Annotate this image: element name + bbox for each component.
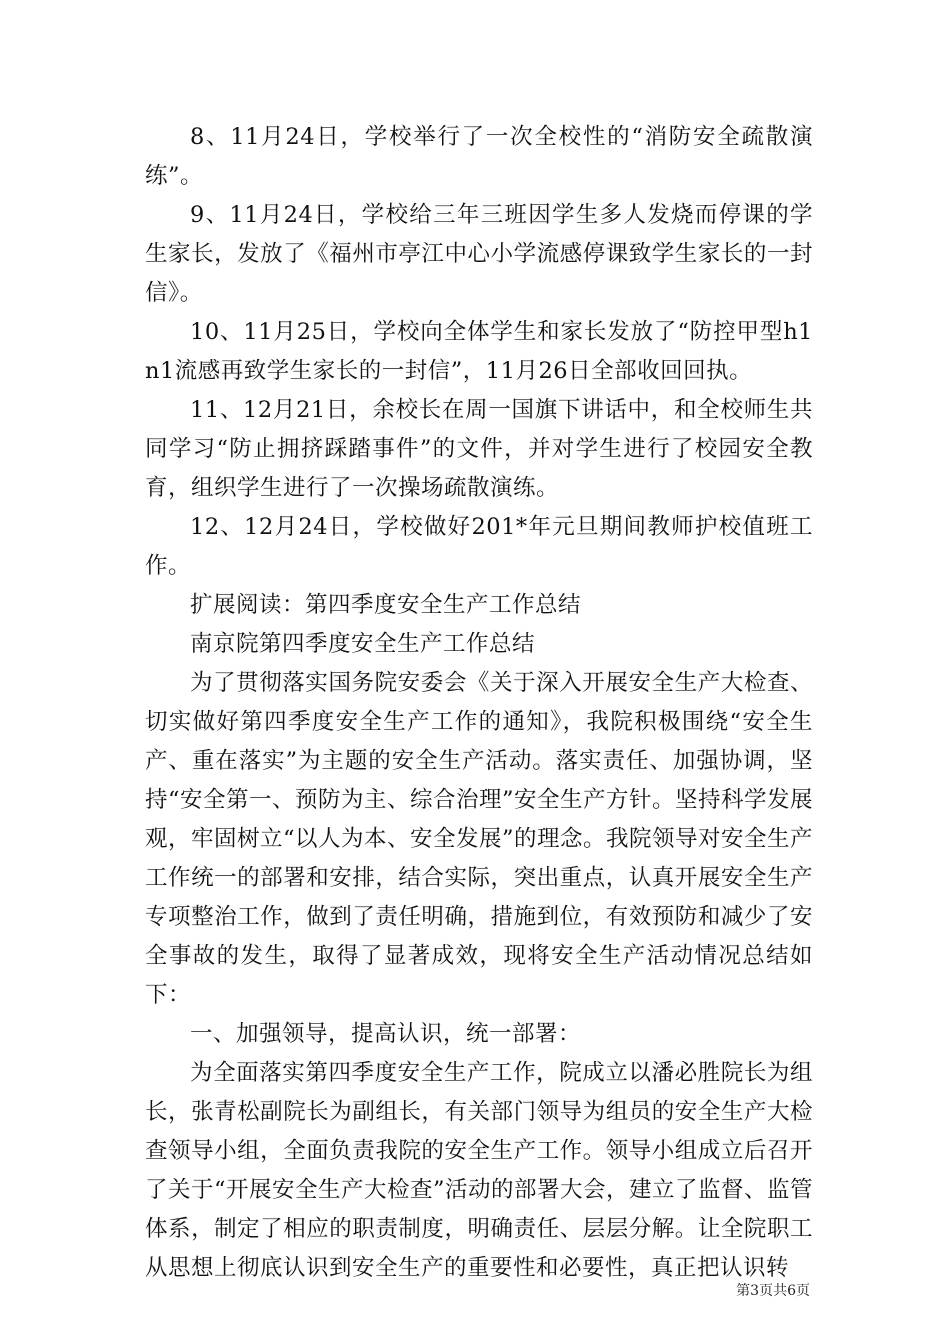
section-1-paragraph: 为全面落实第四季度安全生产工作，院成立以潘必胜院长为组长，张青松副院长为副组长，有关部门领导为组员的安全生产大检查领导小组，全面负责我院的安全生产工作。领导小组成立后召开了关于“开展安全生产大检查”活动的部署大会，建立了监督、监管体系，制定了相应的职责制度，明确责任、层层分解。让全院职工从思想上彻底认识到安全生产的重要性和必要性，真正把认识转 [145, 1060, 814, 1281]
intro-paragraph: 为了贯彻落实国务院安委会《关于深入开展安全生产大检查、切实做好第四季度安全生产工作的通知》，我院积极围绕“安全生产、重在落实”为主题的安全生产活动。落实责任、加强协调，坚持“安全第一、预防为主、综合治理”安全生产方针。坚持科学发展观，牢固树立“以人为本、安全发展”的理念。我院领导对安全生产工作统一的部署和安排，结合实际，突出重点，认真开展安全生产专项整治工作，做到了责任明确，措施到位，有效预防和减少了安全事故的发生，取得了显著成效，现将安全生产活动情况总结如下： [145, 670, 814, 1008]
page-number-footer: 第3页共6页 [736, 1283, 810, 1299]
paragraph-item-9: 9、11月24日，学校给三年三班因学生多人发烧而停课的学生家长，发放了《福州市亭江中心小学流感停课致学生家长的一封信》。 [145, 202, 813, 306]
paragraph-item-12: 12、12月24日，学校做好201*年元旦期间教师护校值班工作。 [145, 514, 813, 579]
paragraph-item-8: 8、11月24日，学校举行了一次全校性的“消防安全疏散演练”。 [145, 124, 813, 189]
paragraph-item-11: 11、12月21日，余校长在周一国旗下讲话中，和全校师生共同学习“防止拥挤踩踏事件”的文件，并对学生进行了校园安全教育，组织学生进行了一次操场疏散演练。 [145, 397, 813, 501]
document-body [145, 118, 813, 1288]
extended-reading-heading: 扩展阅读：第四季度安全生产工作总结 [190, 592, 582, 618]
article-title: 南京院第四季度安全生产工作总结 [190, 631, 536, 657]
section-heading-1: 一、加强领导，提高认识，统一部署： [190, 1021, 582, 1047]
paragraph-item-10: 10、11月25日，学校向全体学生和家长发放了“防控甲型h1n1流感再致学生家长的一封信”，11月26日全部收回回执。 [145, 319, 813, 384]
